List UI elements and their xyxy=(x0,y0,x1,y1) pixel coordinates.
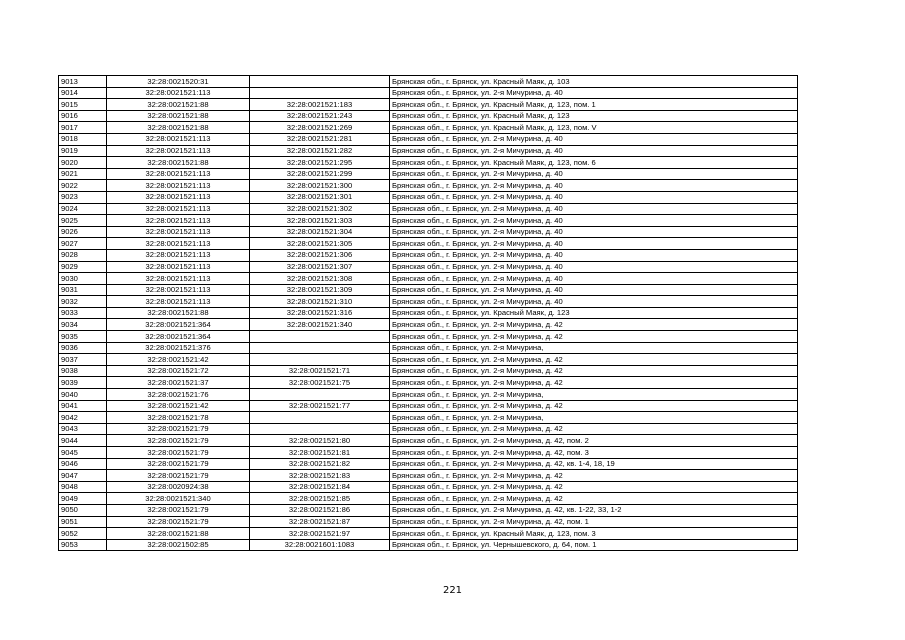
row-number-cell: 9043 xyxy=(59,423,107,435)
address-cell: Брянская обл., г. Брянск, ул. Красный Маяк, д. 123, пом. V xyxy=(390,122,798,134)
parcel-number-cell: 32:28:0021521:88 xyxy=(107,110,250,122)
address-cell: Брянская обл., г. Брянск, ул. 2-я Мичурина, д. 42 xyxy=(390,493,798,505)
address-cell: Брянская обл., г. Брянск, ул. Красный Маяк, д. 123, пом. 3 xyxy=(390,528,798,540)
cadastral-table xyxy=(58,75,798,551)
row-number-cell: 9038 xyxy=(59,365,107,377)
parcel-number-cell: 32:28:0021521:113 xyxy=(107,191,250,203)
row-number-cell: 9049 xyxy=(59,493,107,505)
table-row xyxy=(59,87,798,99)
parcel-number-cell: 32:28:0021521:79 xyxy=(107,447,250,459)
object-number-cell: 32:28:0021521:269 xyxy=(250,122,390,134)
table-row xyxy=(59,342,798,354)
table-row xyxy=(59,458,798,470)
address-cell: Брянская обл., г. Брянск, ул. 2-я Мичурина, д. 40 xyxy=(390,203,798,215)
row-number-cell: 9052 xyxy=(59,528,107,540)
row-number-cell: 9028 xyxy=(59,249,107,261)
object-number-cell xyxy=(250,389,390,401)
parcel-number-cell: 32:28:0021521:79 xyxy=(107,423,250,435)
object-number-cell: 32:28:0021521:305 xyxy=(250,238,390,250)
table-row xyxy=(59,539,798,551)
parcel-number-cell: 32:28:0021521:113 xyxy=(107,215,250,227)
address-cell: Брянская обл., г. Брянск, ул. 2-я Мичурина, д. 42 xyxy=(390,377,798,389)
table-row xyxy=(59,261,798,273)
row-number-cell: 9021 xyxy=(59,168,107,180)
parcel-number-cell: 32:28:0021521:79 xyxy=(107,435,250,447)
object-number-cell: 32:28:0021521:183 xyxy=(250,99,390,111)
table-row xyxy=(59,168,798,180)
row-number-cell: 9036 xyxy=(59,342,107,354)
parcel-number-cell: 32:28:0021521:113 xyxy=(107,203,250,215)
address-cell: Брянская обл., г. Брянск, ул. 2-я Мичурина, д. 42, пом. 1 xyxy=(390,516,798,528)
table-row xyxy=(59,516,798,528)
row-number-cell: 9024 xyxy=(59,203,107,215)
row-number-cell: 9016 xyxy=(59,110,107,122)
parcel-number-cell: 32:28:0021521:42 xyxy=(107,354,250,366)
object-number-cell: 32:28:0021521:97 xyxy=(250,528,390,540)
table-row xyxy=(59,157,798,169)
object-number-cell: 32:28:0021521:308 xyxy=(250,273,390,285)
address-cell: Брянская обл., г. Брянск, ул. Красный Маяк, д. 123, пом. 6 xyxy=(390,157,798,169)
table-row xyxy=(59,389,798,401)
parcel-number-cell: 32:28:0021521:79 xyxy=(107,458,250,470)
row-number-cell: 9015 xyxy=(59,99,107,111)
row-number-cell: 9019 xyxy=(59,145,107,157)
table-row xyxy=(59,447,798,459)
object-number-cell xyxy=(250,331,390,343)
address-cell: Брянская обл., г. Брянск, ул. 2-я Мичурина, д. 42 xyxy=(390,481,798,493)
parcel-number-cell: 32:28:0021521:79 xyxy=(107,516,250,528)
object-number-cell: 32:28:0021521:243 xyxy=(250,110,390,122)
address-cell: Брянская обл., г. Брянск, ул. 2-я Мичурина, д. 42, пом. 2 xyxy=(390,435,798,447)
address-cell: Брянская обл., г. Брянск, ул. 2-я Мичурина, д. 42 xyxy=(390,365,798,377)
address-cell: Брянская обл., г. Брянск, ул. 2-я Мичурина, д. 42 xyxy=(390,319,798,331)
parcel-number-cell: 32:28:0021521:88 xyxy=(107,528,250,540)
table-row xyxy=(59,307,798,319)
row-number-cell: 9027 xyxy=(59,238,107,250)
table-row xyxy=(59,354,798,366)
table-row xyxy=(59,365,798,377)
row-number-cell: 9040 xyxy=(59,389,107,401)
table-body xyxy=(59,76,798,551)
address-cell: Брянская обл., г. Брянск, ул. 2-я Мичурина, д. 42 xyxy=(390,470,798,482)
row-number-cell: 9023 xyxy=(59,191,107,203)
parcel-number-cell: 32:28:0021521:113 xyxy=(107,284,250,296)
page-number: 221 xyxy=(442,585,463,596)
address-cell: Брянская обл., г. Брянск, ул. 2-я Мичурина, д. 42 xyxy=(390,354,798,366)
address-cell: Брянская обл., г. Брянск, ул. 2-я Мичурина, д. 40 xyxy=(390,133,798,145)
address-cell: Брянская обл., г. Брянск, ул. 2-я Мичурина, д. 40 xyxy=(390,180,798,192)
row-number-cell: 9029 xyxy=(59,261,107,273)
address-cell: Брянская обл., г. Брянск, ул. 2-я Мичурина, д. 42, кв. 1-22, 33, 1-2 xyxy=(390,504,798,516)
object-number-cell: 32:28:0021521:304 xyxy=(250,226,390,238)
row-number-cell: 9037 xyxy=(59,354,107,366)
object-number-cell xyxy=(250,342,390,354)
address-cell: Брянская обл., г. Брянск, ул. 2-я Мичурина, xyxy=(390,342,798,354)
address-cell: Брянская обл., г. Брянск, ул. 2-я Мичурина, д. 40 xyxy=(390,261,798,273)
object-number-cell: 32:28:0021521:309 xyxy=(250,284,390,296)
object-number-cell: 32:28:0021521:77 xyxy=(250,400,390,412)
object-number-cell: 32:28:0021521:306 xyxy=(250,249,390,261)
row-number-cell: 9045 xyxy=(59,447,107,459)
object-number-cell: 32:28:0021521:80 xyxy=(250,435,390,447)
object-number-cell: 32:28:0021601:1083 xyxy=(250,539,390,551)
table-row xyxy=(59,412,798,424)
row-number-cell: 9017 xyxy=(59,122,107,134)
object-number-cell xyxy=(250,76,390,88)
object-number-cell: 32:28:0021521:84 xyxy=(250,481,390,493)
table-row xyxy=(59,423,798,435)
table-row xyxy=(59,238,798,250)
row-number-cell: 9031 xyxy=(59,284,107,296)
parcel-number-cell: 32:28:0021521:76 xyxy=(107,389,250,401)
object-number-cell: 32:28:0021521:295 xyxy=(250,157,390,169)
parcel-number-cell: 32:28:0021521:113 xyxy=(107,87,250,99)
table-row xyxy=(59,481,798,493)
address-cell: Брянская обл., г. Брянск, ул. 2-я Мичурина, д. 42, пом. 3 xyxy=(390,447,798,459)
object-number-cell: 32:28:0021521:301 xyxy=(250,191,390,203)
address-cell: Брянская обл., г. Брянск, ул. Красный Маяк, д. 123, пом. 1 xyxy=(390,99,798,111)
object-number-cell: 32:28:0021521:302 xyxy=(250,203,390,215)
table-row xyxy=(59,377,798,389)
parcel-number-cell: 32:28:0021521:113 xyxy=(107,180,250,192)
object-number-cell: 32:28:0021521:310 xyxy=(250,296,390,308)
parcel-number-cell: 32:28:0021521:340 xyxy=(107,493,250,505)
row-number-cell: 9042 xyxy=(59,412,107,424)
parcel-number-cell: 32:28:0021521:78 xyxy=(107,412,250,424)
table-row xyxy=(59,331,798,343)
parcel-number-cell: 32:28:0021521:364 xyxy=(107,319,250,331)
address-cell: Брянская обл., г. Брянск, ул. 2-я Мичурина, xyxy=(390,412,798,424)
row-number-cell: 9032 xyxy=(59,296,107,308)
address-cell: Брянская обл., г. Брянск, ул. 2-я Мичурина, д. 40 xyxy=(390,249,798,261)
parcel-number-cell: 32:28:0021521:113 xyxy=(107,261,250,273)
row-number-cell: 9033 xyxy=(59,307,107,319)
object-number-cell: 32:28:0021521:86 xyxy=(250,504,390,516)
row-number-cell: 9025 xyxy=(59,215,107,227)
address-cell: Брянская обл., г. Брянск, ул. 2-я Мичурина, д. 40 xyxy=(390,215,798,227)
object-number-cell: 32:28:0021521:282 xyxy=(250,145,390,157)
parcel-number-cell: 32:28:0021521:88 xyxy=(107,307,250,319)
object-number-cell xyxy=(250,354,390,366)
object-number-cell: 32:28:0021521:71 xyxy=(250,365,390,377)
parcel-number-cell: 32:28:0021521:79 xyxy=(107,504,250,516)
object-number-cell xyxy=(250,412,390,424)
address-cell: Брянская обл., г. Брянск, ул. Красный Маяк, д. 123 xyxy=(390,307,798,319)
address-cell: Брянская обл., г. Брянск, ул. 2-я Мичурина, д. 40 xyxy=(390,296,798,308)
address-cell: Брянская обл., г. Брянск, ул. 2-я Мичурина, д. 42 xyxy=(390,423,798,435)
table-row xyxy=(59,122,798,134)
address-cell: Брянская обл., г. Брянск, ул. 2-я Мичурина, д. 40 xyxy=(390,238,798,250)
address-cell: Брянская обл., г. Брянск, ул. 2-я Мичурина, д. 40 xyxy=(390,191,798,203)
parcel-number-cell: 32:28:0021521:88 xyxy=(107,99,250,111)
table-row xyxy=(59,76,798,88)
parcel-number-cell: 32:28:0021521:113 xyxy=(107,226,250,238)
table-row xyxy=(59,215,798,227)
row-number-cell: 9030 xyxy=(59,273,107,285)
table-row xyxy=(59,133,798,145)
parcel-number-cell: 32:28:0021521:113 xyxy=(107,133,250,145)
parcel-number-cell: 32:28:0021521:364 xyxy=(107,331,250,343)
row-number-cell: 9053 xyxy=(59,539,107,551)
parcel-number-cell: 32:28:0021521:79 xyxy=(107,470,250,482)
object-number-cell: 32:28:0021521:281 xyxy=(250,133,390,145)
object-number-cell xyxy=(250,423,390,435)
row-number-cell: 9050 xyxy=(59,504,107,516)
object-number-cell: 32:28:0021521:83 xyxy=(250,470,390,482)
row-number-cell: 9047 xyxy=(59,470,107,482)
object-number-cell: 32:28:0021521:303 xyxy=(250,215,390,227)
object-number-cell: 32:28:0021521:299 xyxy=(250,168,390,180)
object-number-cell: 32:28:0021521:300 xyxy=(250,180,390,192)
table-row xyxy=(59,296,798,308)
row-number-cell: 9046 xyxy=(59,458,107,470)
parcel-number-cell: 32:28:0021520:31 xyxy=(107,76,250,88)
row-number-cell: 9035 xyxy=(59,331,107,343)
table-row xyxy=(59,284,798,296)
address-cell: Брянская обл., г. Брянск, ул. 2-я Мичурина, д. 40 xyxy=(390,145,798,157)
row-number-cell: 9048 xyxy=(59,481,107,493)
address-cell: Брянская обл., г. Брянск, ул. 2-я Мичурина, д. 42 xyxy=(390,400,798,412)
row-number-cell: 9051 xyxy=(59,516,107,528)
table-row xyxy=(59,435,798,447)
table-row xyxy=(59,145,798,157)
parcel-number-cell: 32:28:0021521:113 xyxy=(107,296,250,308)
object-number-cell: 32:28:0021521:75 xyxy=(250,377,390,389)
object-number-cell: 32:28:0021521:307 xyxy=(250,261,390,273)
parcel-number-cell: 32:28:0021521:37 xyxy=(107,377,250,389)
table-row xyxy=(59,226,798,238)
row-number-cell: 9041 xyxy=(59,400,107,412)
address-cell: Брянская обл., г. Брянск, ул. Красный Маяк, д. 103 xyxy=(390,76,798,88)
parcel-number-cell: 32:28:0021502:85 xyxy=(107,539,250,551)
parcel-number-cell: 32:28:0021521:88 xyxy=(107,122,250,134)
table-row xyxy=(59,400,798,412)
address-cell: Брянская обл., г. Брянск, ул. 2-я Мичурина, xyxy=(390,389,798,401)
table-row xyxy=(59,110,798,122)
address-cell: Брянская обл., г. Брянск, ул. 2-я Мичурина, д. 40 xyxy=(390,226,798,238)
object-number-cell: 32:28:0021521:82 xyxy=(250,458,390,470)
table-row xyxy=(59,470,798,482)
object-number-cell: 32:28:0021521:316 xyxy=(250,307,390,319)
row-number-cell: 9034 xyxy=(59,319,107,331)
parcel-number-cell: 32:28:0021521:376 xyxy=(107,342,250,354)
table-row xyxy=(59,273,798,285)
parcel-number-cell: 32:28:0021521:113 xyxy=(107,168,250,180)
table-row xyxy=(59,249,798,261)
table-row xyxy=(59,528,798,540)
object-number-cell xyxy=(250,87,390,99)
address-cell: Брянская обл., г. Брянск, ул. 2-я Мичурина, д. 40 xyxy=(390,273,798,285)
table-row xyxy=(59,203,798,215)
object-number-cell: 32:28:0021521:81 xyxy=(250,447,390,459)
parcel-number-cell: 32:28:0021521:72 xyxy=(107,365,250,377)
parcel-number-cell: 32:28:0020924:38 xyxy=(107,481,250,493)
address-cell: Брянская обл., г. Брянск, ул. 2-я Мичурина, д. 42 xyxy=(390,331,798,343)
row-number-cell: 9018 xyxy=(59,133,107,145)
parcel-number-cell: 32:28:0021521:42 xyxy=(107,400,250,412)
object-number-cell: 32:28:0021521:85 xyxy=(250,493,390,505)
parcel-number-cell: 32:28:0021521:88 xyxy=(107,157,250,169)
address-cell: Брянская обл., г. Брянск, ул. 2-я Мичурина, д. 40 xyxy=(390,87,798,99)
table-row xyxy=(59,99,798,111)
table-row xyxy=(59,504,798,516)
row-number-cell: 9022 xyxy=(59,180,107,192)
address-cell: Брянская обл., г. Брянск, ул. Красный Маяк, д. 123 xyxy=(390,110,798,122)
row-number-cell: 9013 xyxy=(59,76,107,88)
table-row xyxy=(59,180,798,192)
parcel-number-cell: 32:28:0021521:113 xyxy=(107,145,250,157)
table-row xyxy=(59,319,798,331)
parcel-number-cell: 32:28:0021521:113 xyxy=(107,238,250,250)
row-number-cell: 9039 xyxy=(59,377,107,389)
address-cell: Брянская обл., г. Брянск, ул. Чернышевского, д. 64, пом. 1 xyxy=(390,539,798,551)
table-row xyxy=(59,493,798,505)
object-number-cell: 32:28:0021521:87 xyxy=(250,516,390,528)
row-number-cell: 9020 xyxy=(59,157,107,169)
parcel-number-cell: 32:28:0021521:113 xyxy=(107,273,250,285)
row-number-cell: 9026 xyxy=(59,226,107,238)
object-number-cell: 32:28:0021521:340 xyxy=(250,319,390,331)
address-cell: Брянская обл., г. Брянск, ул. 2-я Мичурина, д. 40 xyxy=(390,284,798,296)
row-number-cell: 9014 xyxy=(59,87,107,99)
row-number-cell: 9044 xyxy=(59,435,107,447)
address-cell: Брянская обл., г. Брянск, ул. 2-я Мичурина, д. 40 xyxy=(390,168,798,180)
table-row xyxy=(59,191,798,203)
address-cell: Брянская обл., г. Брянск, ул. 2-я Мичурина, д. 42, кв. 1-4, 18, 19 xyxy=(390,458,798,470)
parcel-number-cell: 32:28:0021521:113 xyxy=(107,249,250,261)
